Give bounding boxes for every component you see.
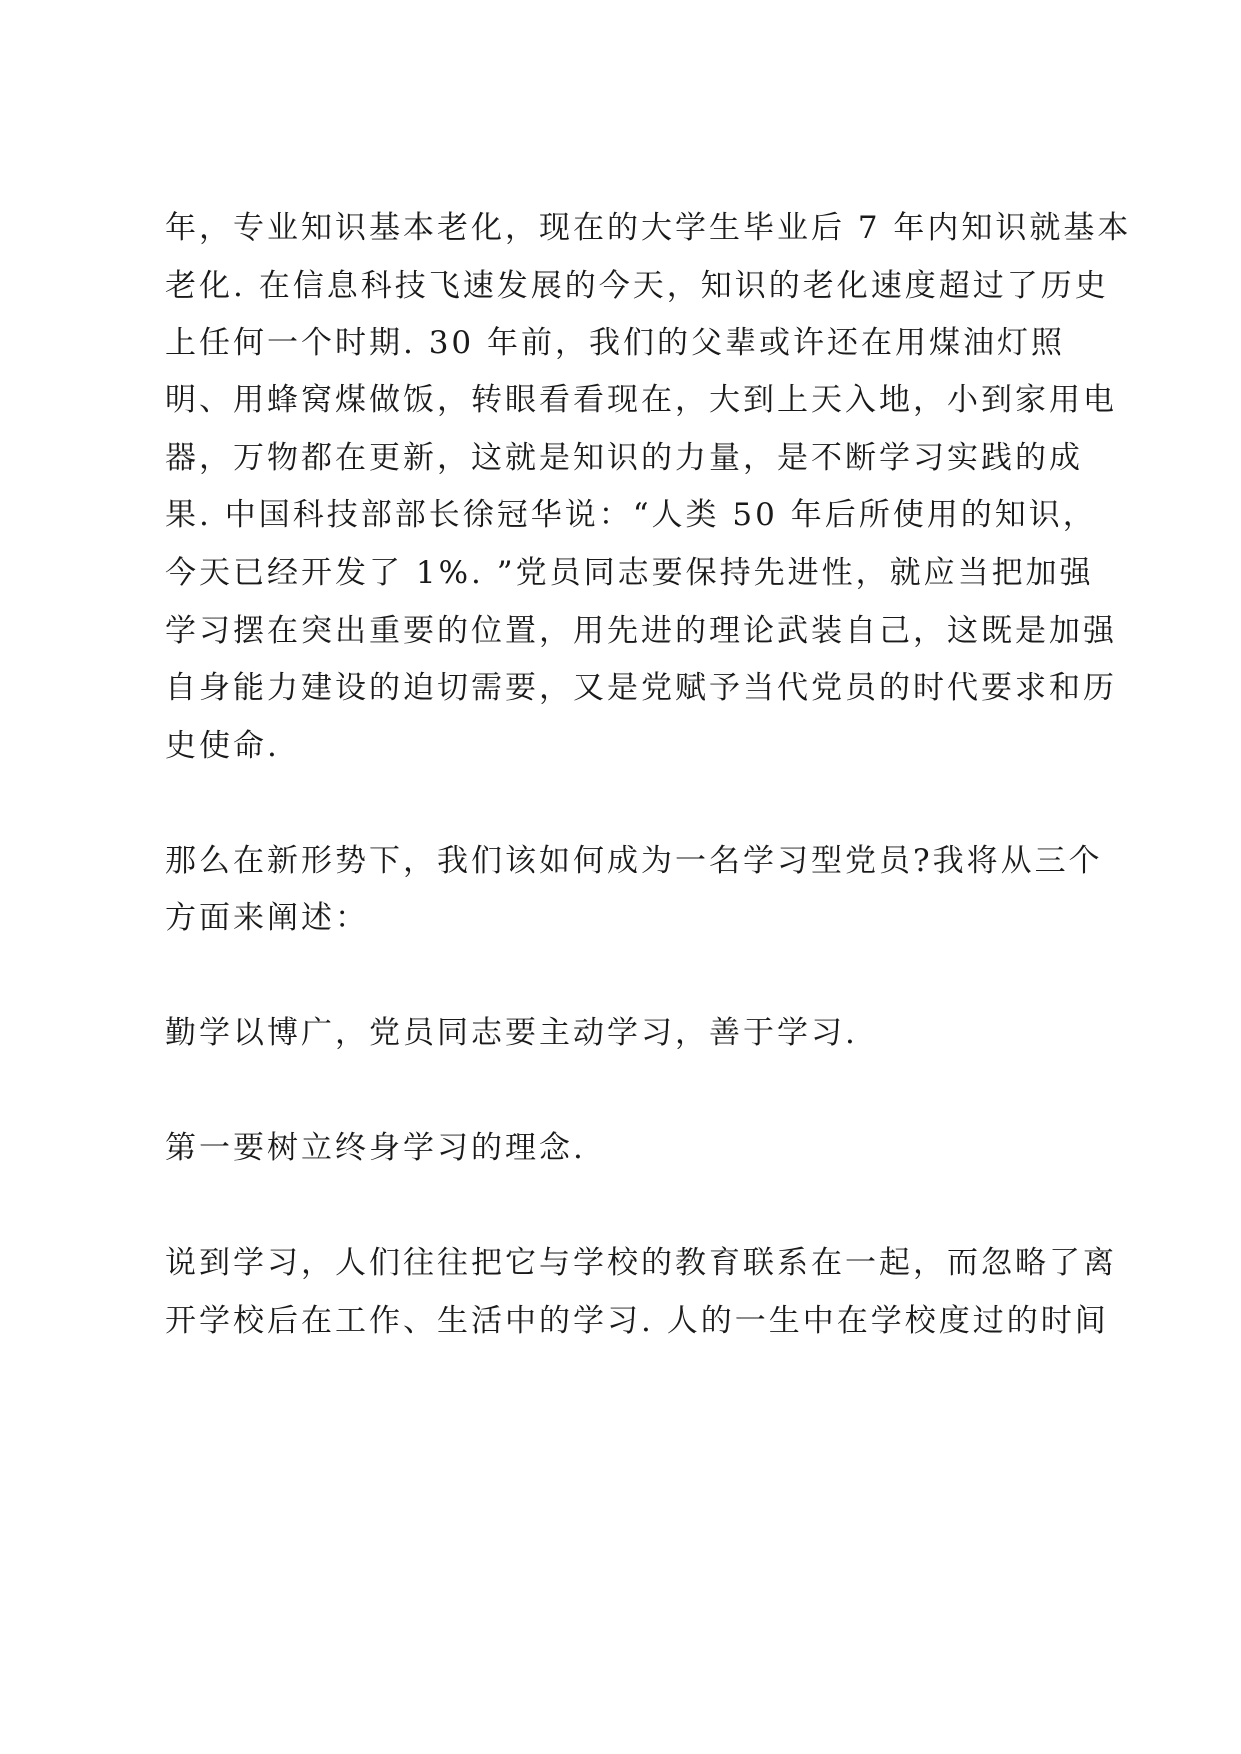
text-line: 年，专业知识基本老化，现在的大学生毕业后 7 年内知识就基本 (165, 210, 1132, 246)
text-line: 明、用蜂窝煤做饭，转眼看看现在，大到上天入地，小到家用电 (165, 382, 1117, 418)
text-line: 今天已经开发了 1%. ”党员同志要保持先进性，就应当把加强 (165, 555, 1094, 591)
text-line: 上任何一个时期. 30 年前，我们的父辈或许还在用煤油灯照 (165, 325, 1066, 361)
text-line: 方面来阐述： (165, 900, 369, 936)
text-line: 器，万物都在更新，这就是知识的力量，是不断学习实践的成 (165, 440, 1083, 476)
text-line: 老化. 在信息科技飞速发展的今天，知识的老化速度超过了历史 (165, 268, 1109, 304)
text-line: 自身能力建设的迫切需要，又是党赋予当代党员的时代要求和历 (165, 670, 1117, 706)
text-line: 学习摆在突出重要的位置，用先进的理论武装自己，这既是加强 (165, 613, 1117, 649)
text-line: 史使命. (165, 728, 280, 764)
text-line: 说到学习，人们往往把它与学校的教育联系在一起，而忽略了离 (165, 1245, 1117, 1281)
text-line: 第一要树立终身学习的理念. (165, 1130, 586, 1166)
text-line: 那么在新形势下，我们该如何成为一名学习型党员?我将从三个 (165, 843, 1103, 879)
text-line: 开学校后在工作、生活中的学习. 人的一生中在学校度过的时间 (165, 1303, 1109, 1339)
text-line: 勤学以博广，党员同志要主动学习，善于学习. (165, 1015, 858, 1051)
text-line: 果. 中国科技部部长徐冠华说：“人类 50 年后所使用的知识， (165, 497, 1097, 533)
